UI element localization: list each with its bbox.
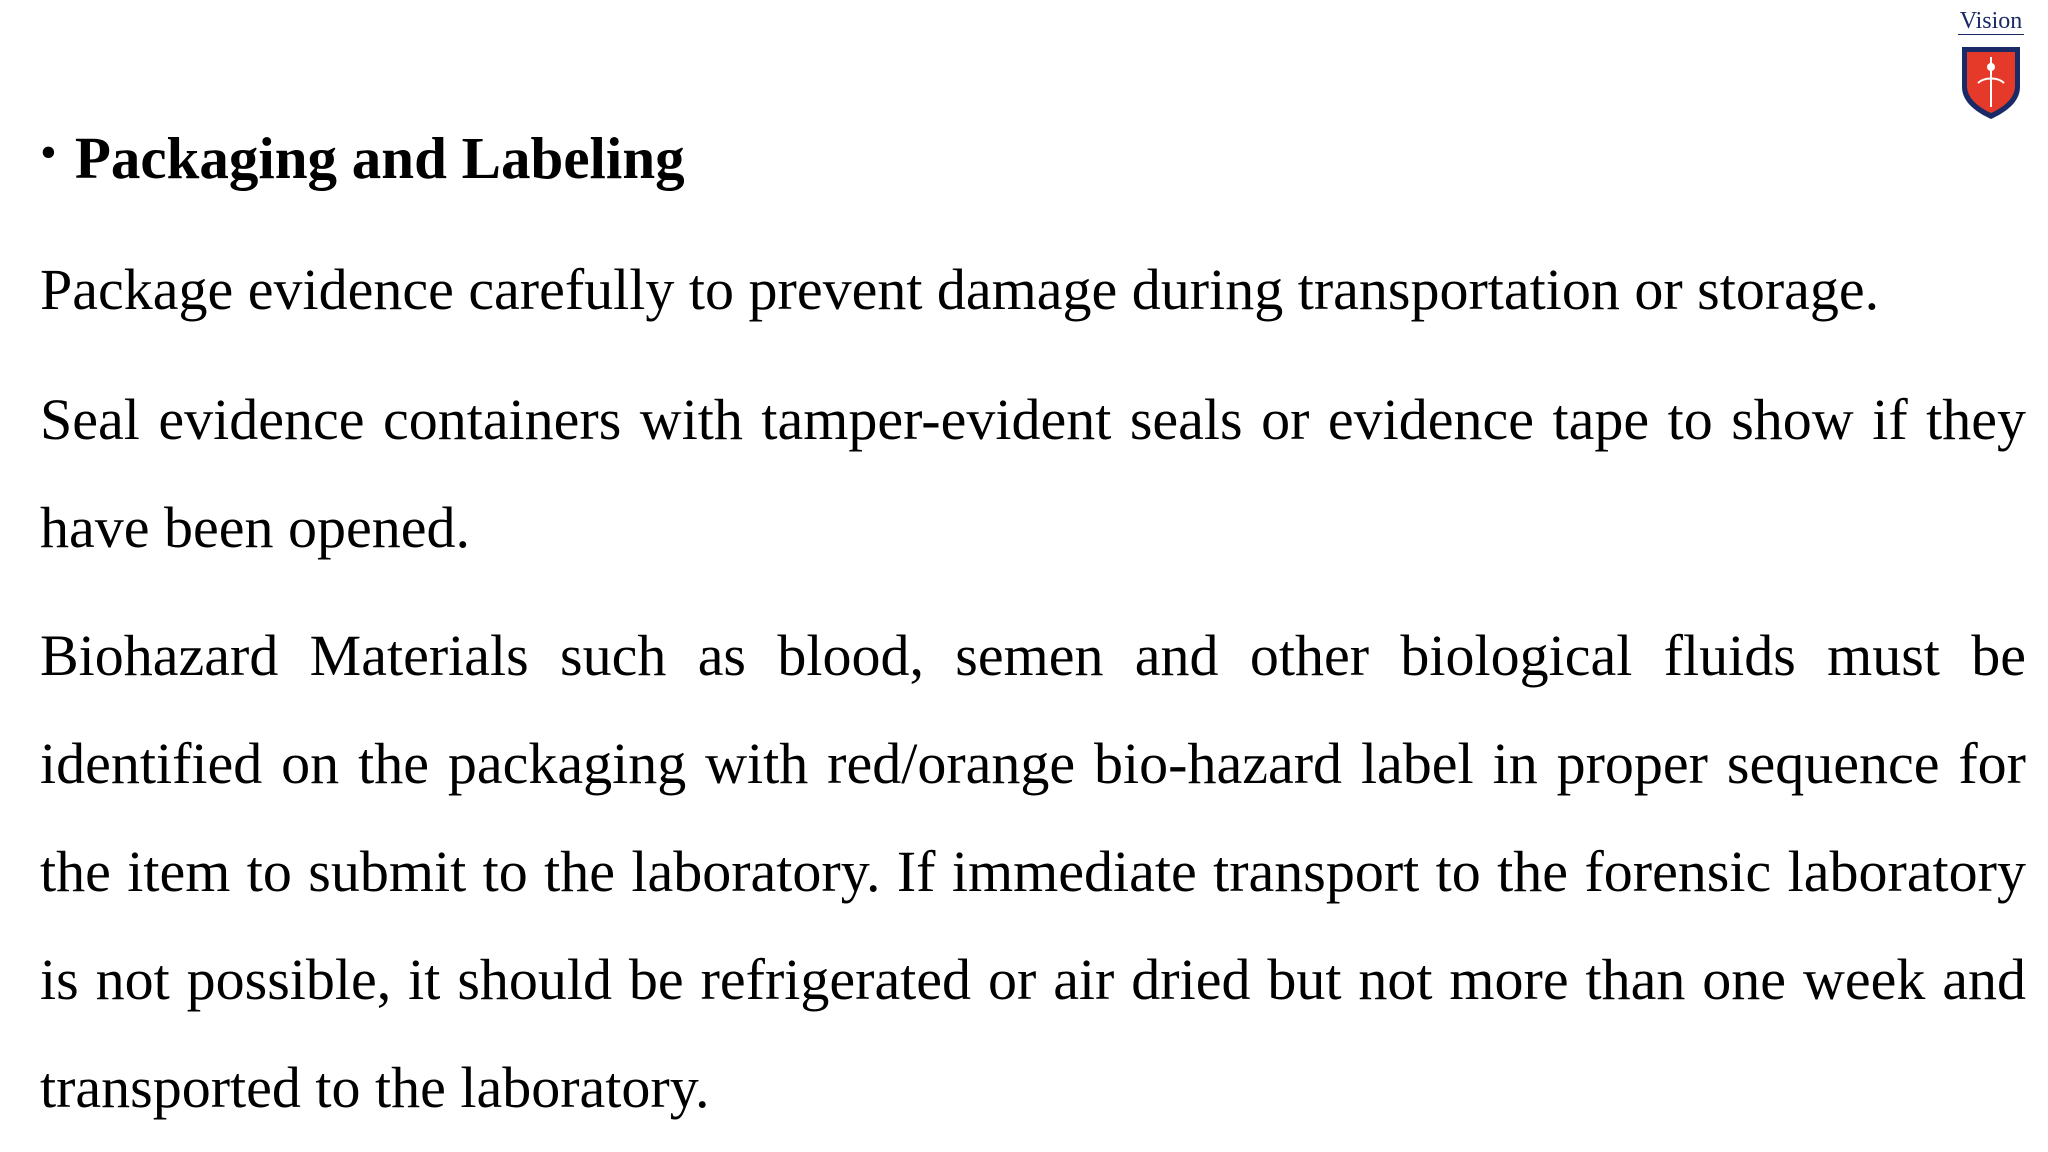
paragraph-packaging: Package evidence carefully to prevent damage during transportation or storage. (40, 257, 1880, 322)
vision-logo (1946, 8, 2036, 116)
bullet-icon: • (40, 126, 57, 179)
logo-tagline (1946, 36, 2036, 42)
shield-icon (1958, 43, 2024, 121)
paragraph-biohazard: Biohazard Materials such as blood, semen and other biological fluids must be identified on the packaging with red/orange bio-hazard label in proper sequence for the item to submit to the laboratory. If immediate transport to the forensic laboratory is not possible, it should be refrigerated or air dried but not more than one week and transported to the laboratory. (40, 623, 2026, 1120)
logo-wordmark: Vision (1959, 8, 2023, 34)
heading-text: Packaging and Labeling (74, 125, 685, 191)
slide-heading (40, 118, 685, 203)
paragraph-sealing: Seal evidence containers with tamper-evident seals or evidence tape to show if they have been opened. (40, 387, 2026, 560)
